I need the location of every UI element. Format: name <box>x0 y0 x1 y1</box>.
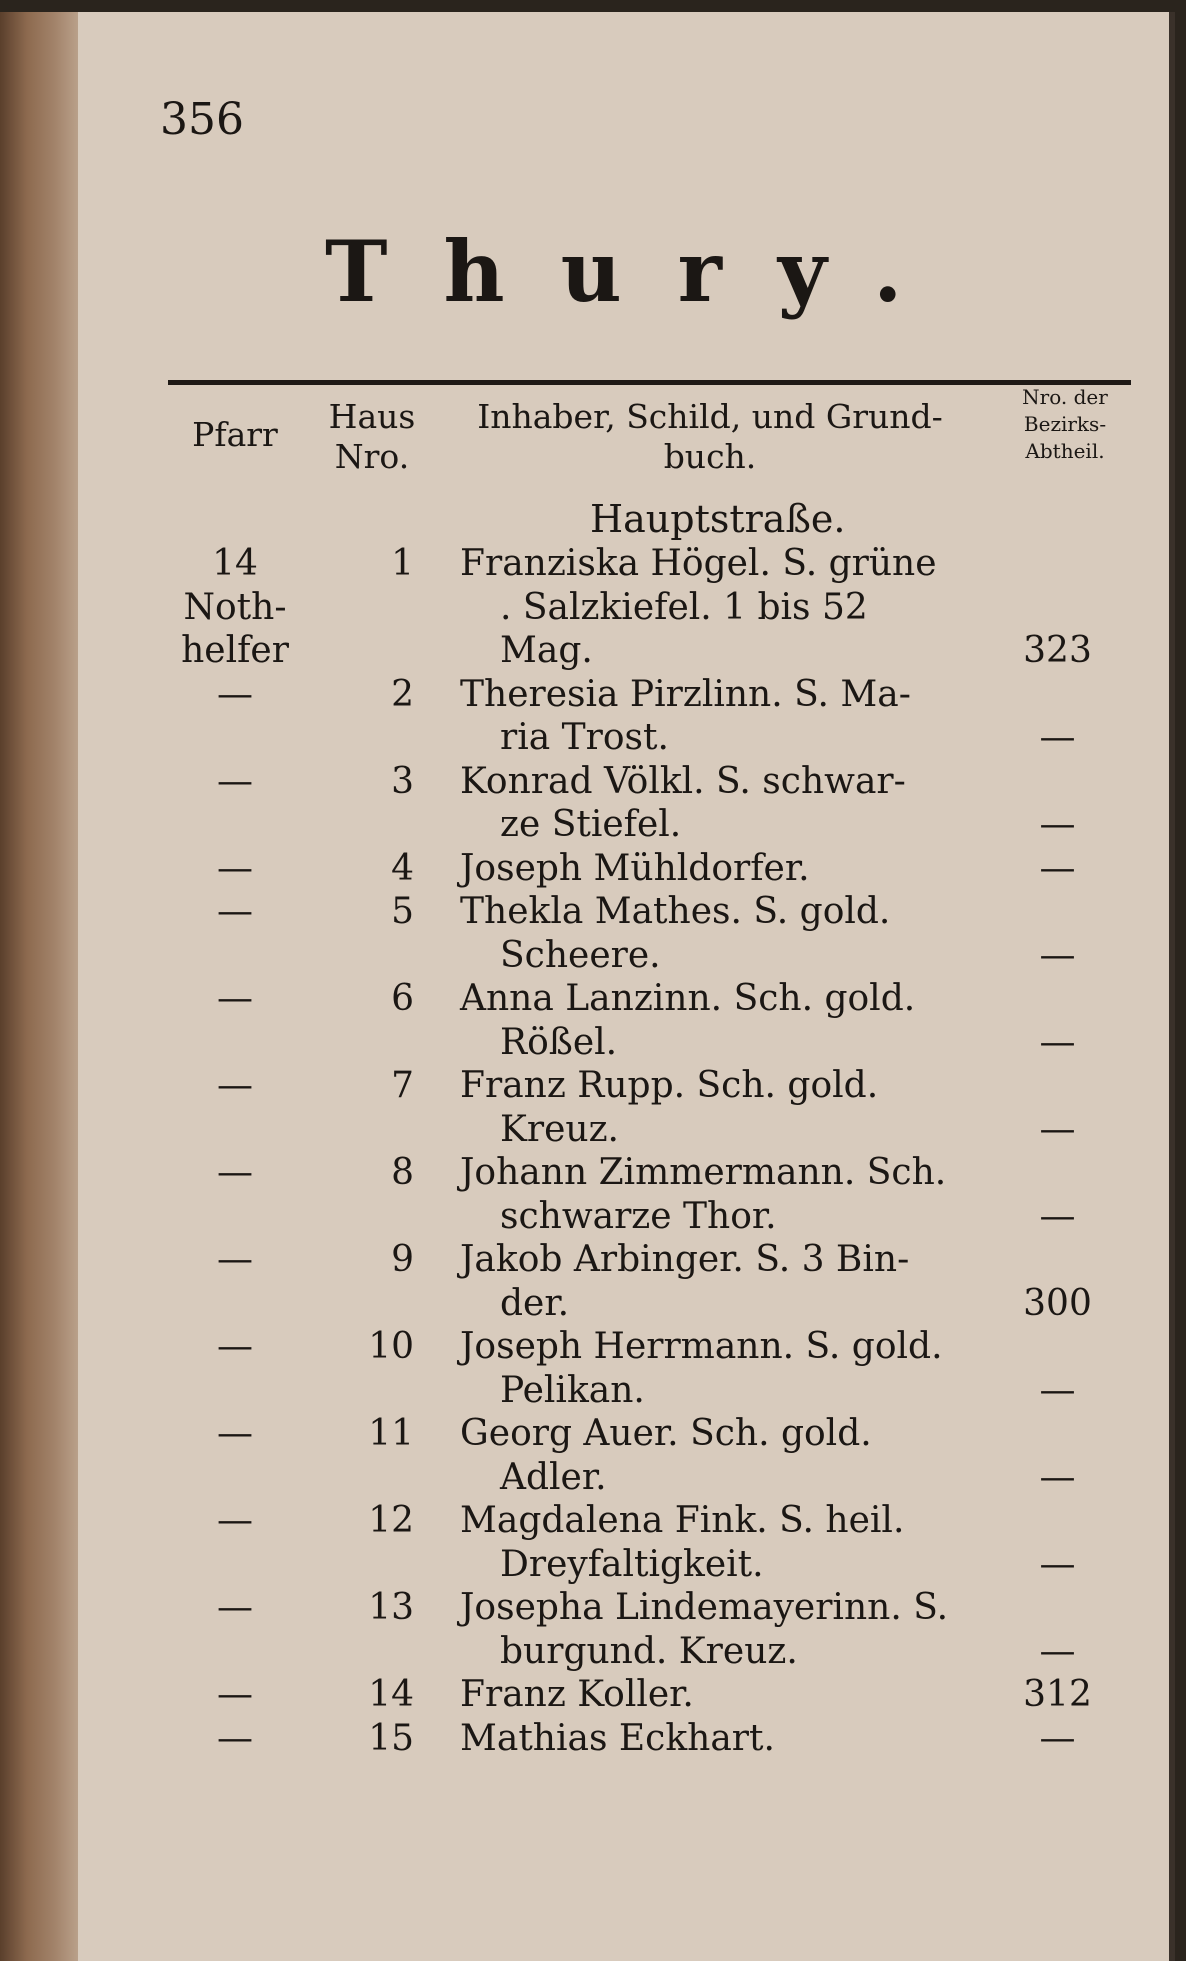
entry-text-line: Franz Koller. <box>460 1674 694 1715</box>
column-header-haus-line2: Nro. <box>334 437 410 476</box>
bezirk-number: 323 <box>1023 630 1092 671</box>
bezirk-number: — <box>1039 1021 1076 1063</box>
pfarr-dash: — <box>217 891 253 932</box>
street-heading: Hauptstraße. <box>590 497 846 541</box>
entry-text-line: Rößel. <box>500 1021 618 1063</box>
house-number: 14 <box>368 1674 414 1715</box>
entry-text-line: Joseph Mühldorfer. <box>460 847 810 889</box>
bezirk-number: — <box>1039 1456 1076 1498</box>
entry-text-line: der. <box>500 1282 570 1324</box>
entry-text-line: Dreyfaltigkeit. <box>500 1543 764 1585</box>
entry-text-line: Franziska Högel. S. grüne <box>460 543 937 584</box>
entry-text-line: Adler. <box>500 1456 607 1498</box>
entry-text-line: . Salzkiefel. 1 bis 52 <box>500 586 868 628</box>
house-number: 12 <box>368 1500 414 1541</box>
entry-text-line: Joseph Herrmann. S. gold. <box>460 1326 943 1367</box>
pfarr-dash: — <box>217 1413 253 1454</box>
entry-text-line: Mathias Eckhart. <box>460 1717 775 1759</box>
house-number: 7 <box>391 1065 414 1106</box>
house-number: 15 <box>368 1717 414 1759</box>
column-header-inhaber-line2: buch. <box>663 437 757 476</box>
bezirk-number: — <box>1039 847 1076 889</box>
book-spine <box>0 12 78 1961</box>
entry-text-line: Mag. <box>500 630 593 671</box>
bezirk-number: — <box>1039 1630 1076 1672</box>
book-page <box>0 12 1175 1961</box>
house-number: 8 <box>391 1152 414 1193</box>
column-header-inhaber <box>455 397 965 477</box>
pfarr-block-line: helfer <box>181 630 289 671</box>
bezirk-number: — <box>1039 1108 1076 1150</box>
bezirk-number: — <box>1039 1369 1076 1411</box>
entry-text-line: Theresia Pirzlinn. S. Ma- <box>460 673 911 715</box>
pfarr-dash: — <box>217 847 253 889</box>
entry-text-line: ze Stiefel. <box>500 804 682 845</box>
pfarr-dash: — <box>217 1239 253 1280</box>
pfarr-dash: — <box>217 1326 253 1367</box>
house-number: 5 <box>391 891 414 932</box>
entry-text-line: Franz Rupp. Sch. gold. <box>460 1065 879 1106</box>
entry-text-line: ria Trost. <box>500 717 669 758</box>
house-number: 10 <box>368 1326 414 1367</box>
entry-text-line: Konrad Völkl. S. schwar- <box>460 760 906 802</box>
column-header-inhaber-line1: Inhaber, Schild, und Grund- <box>477 397 943 436</box>
pfarr-dash: — <box>217 978 253 1019</box>
house-number: 4 <box>391 847 414 889</box>
pfarr-block-line: Noth- <box>183 586 287 628</box>
house-number: 11 <box>368 1413 414 1454</box>
entry-text-line: Pelikan. <box>500 1369 645 1411</box>
entry-text-line: schwarze Thor. <box>500 1195 777 1237</box>
bezirk-number: — <box>1039 1717 1076 1759</box>
entry-text-line: Anna Lanzinn. Sch. gold. <box>460 978 916 1019</box>
bezirk-number: — <box>1039 934 1076 976</box>
entry-text-line: Scheere. <box>500 934 661 976</box>
entry-text-line: Thekla Mathes. S. gold. <box>460 891 891 932</box>
pfarr-dash: — <box>217 1065 253 1106</box>
entry-text-line: burgund. Kreuz. <box>500 1630 798 1672</box>
entry-text-line: Jakob Arbinger. S. 3 Bin- <box>460 1239 910 1280</box>
house-number: 6 <box>391 978 414 1019</box>
column-header-bezirk-line3: Abtheil. <box>1025 439 1105 463</box>
house-number: 13 <box>368 1587 414 1628</box>
house-number: 3 <box>391 760 414 802</box>
header-rule <box>168 380 1131 385</box>
house-number: 9 <box>391 1239 414 1280</box>
column-header-pfarr <box>175 415 295 455</box>
page-number: 356 <box>160 94 244 145</box>
house-number: 1 <box>391 543 414 584</box>
column-header-pfarr-text: Pfarr <box>192 415 278 454</box>
column-header-haus <box>322 397 422 477</box>
column-header-haus-line1: Haus <box>328 397 416 436</box>
entry-text-line: Josepha Lindemayerinn. S. <box>460 1587 949 1628</box>
pfarr-dash: — <box>217 673 253 715</box>
pfarr-dash: — <box>217 1587 253 1628</box>
pfarr-dash: — <box>217 1717 253 1759</box>
bezirk-number: — <box>1039 804 1076 845</box>
house-number: 2 <box>391 673 414 715</box>
bezirk-number: — <box>1039 1543 1076 1585</box>
entry-text-line: Johann Zimmermann. Sch. <box>460 1152 947 1193</box>
column-header-bezirk-line2: Bezirks- <box>1023 412 1107 436</box>
pfarr-dash: — <box>217 760 253 802</box>
page-title: Thury. <box>325 222 959 321</box>
entry-text-line: Georg Auer. Sch. gold. <box>460 1413 872 1454</box>
entry-text-line: Kreuz. <box>500 1108 620 1150</box>
pfarr-dash: — <box>217 1500 253 1541</box>
column-header-bezirk-line1: Nro. der <box>1022 385 1108 409</box>
bezirk-number: 312 <box>1023 1674 1092 1715</box>
bezirk-number: 300 <box>1023 1282 1092 1324</box>
entry-text-line: Magdalena Fink. S. heil. <box>460 1500 905 1541</box>
column-header-bezirk <box>990 384 1140 465</box>
pfarr-dash: — <box>217 1152 253 1193</box>
pfarr-dash: — <box>217 1674 253 1715</box>
bezirk-number: — <box>1039 1195 1076 1237</box>
page-edge <box>1169 12 1175 1961</box>
bezirk-number: — <box>1039 717 1076 758</box>
pfarr-block-line: 14 <box>212 543 258 584</box>
